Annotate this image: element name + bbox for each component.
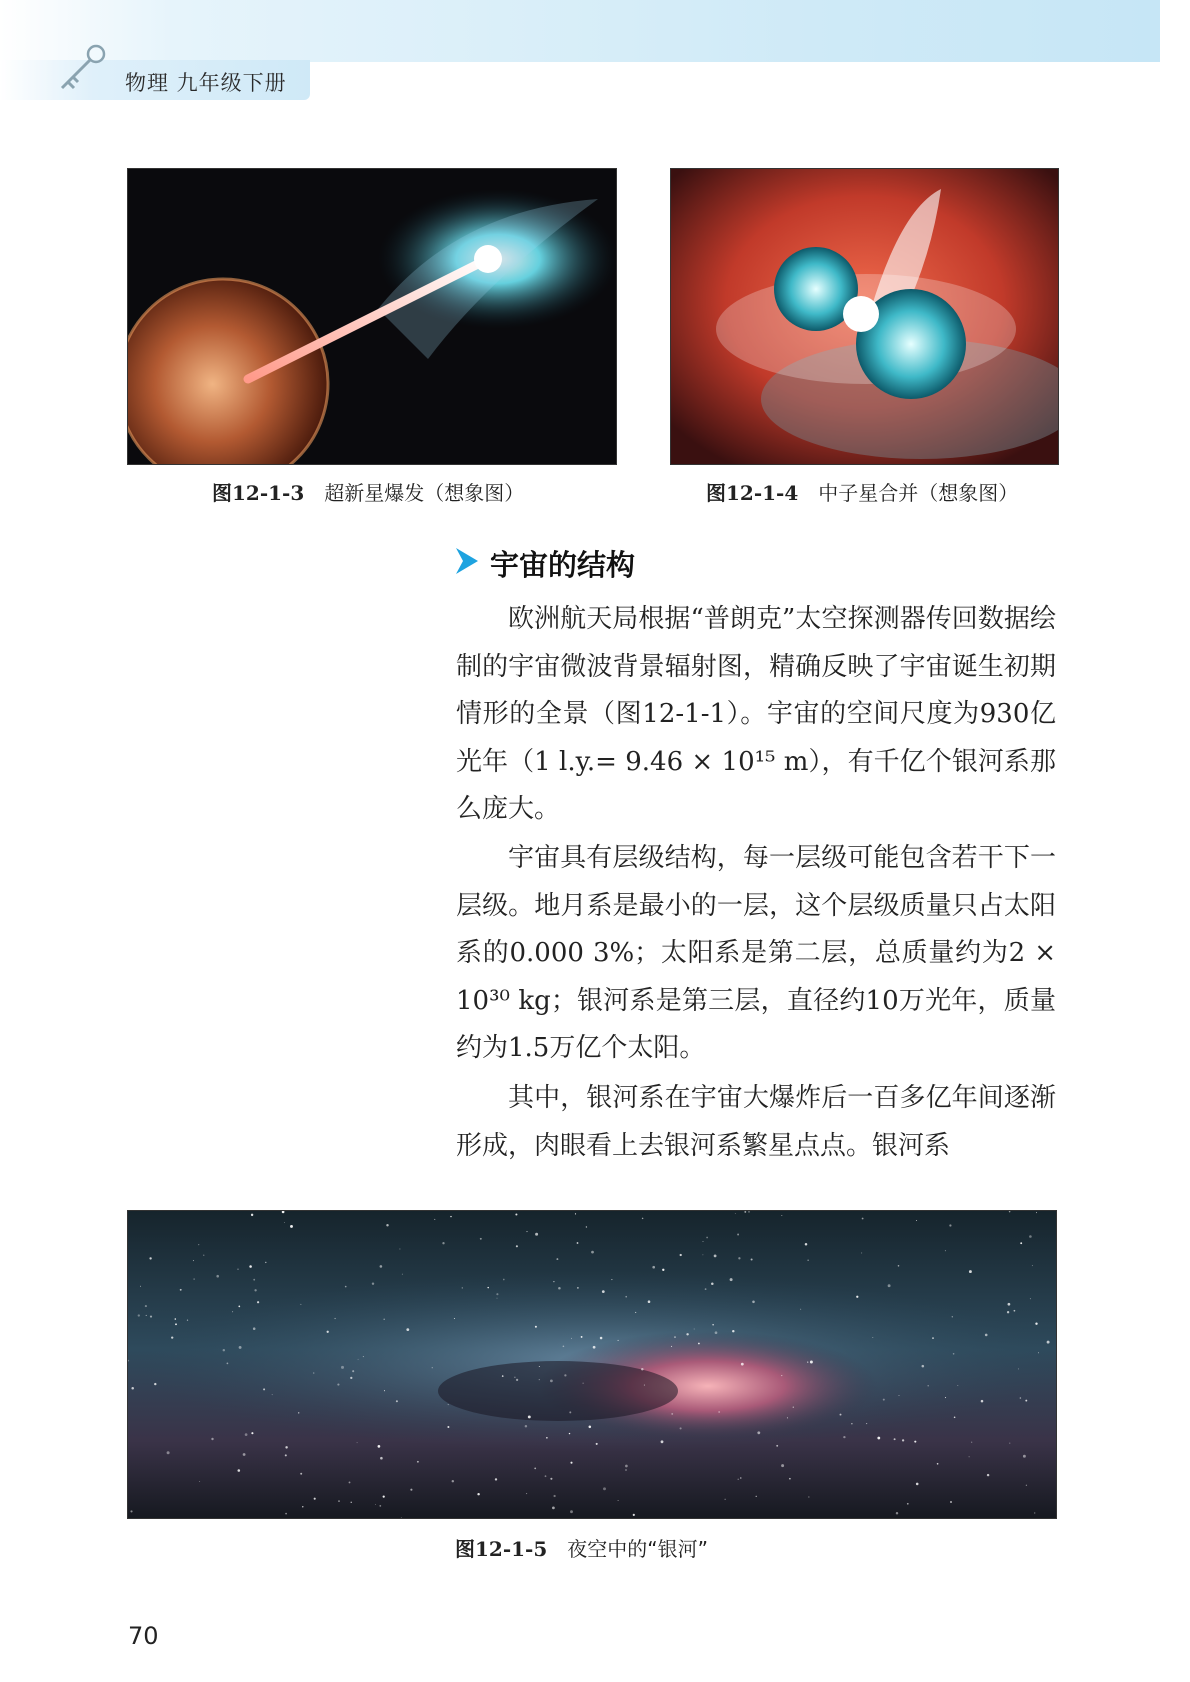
section-title: 宇宙的结构 bbox=[490, 548, 636, 582]
figure-caption-text: 超新星爆发（想象图） bbox=[324, 481, 525, 505]
neutron-star-merger-image bbox=[670, 168, 1059, 465]
figure-caption-text: 中子星合并（想象图） bbox=[818, 481, 1019, 505]
milky-way-image bbox=[127, 1210, 1057, 1519]
key-icon bbox=[52, 40, 112, 100]
supernova-image bbox=[127, 168, 617, 465]
book-title: 物理 九年级下册 bbox=[125, 71, 287, 95]
figure-number: 图12-1-5 bbox=[455, 1537, 548, 1561]
figure-number: 图12-1-3 bbox=[212, 481, 305, 505]
figure-caption-12-1-3 bbox=[212, 477, 524, 506]
header-band bbox=[0, 0, 1160, 62]
figure-caption-text: 夜空中的“银河” bbox=[567, 1537, 708, 1561]
triangle-arrow-icon bbox=[456, 548, 478, 574]
paragraph-hierarchy: 宇宙具有层级结构，每一层级可能包含若干下一层级。地月系是最小的一层，这个层级质量只占太阳系的0.000 3%；太阳系是第二层，总质量约为2 × 10³⁰ kg；银河系是第三层，直径约10万光年，质量约为1.5万亿个太阳。 bbox=[456, 843, 1056, 1063]
paragraph-galaxy: 其中，银河系在宇宙大爆炸后一百多亿年间逐渐形成，肉眼看上去银河系繁星点点。银河系 bbox=[456, 1083, 1056, 1161]
figure-caption-12-1-5 bbox=[455, 1533, 708, 1562]
figure-caption-12-1-4 bbox=[706, 477, 1018, 506]
paragraph-universe-scale: 欧洲航天局根据“普朗克”太空探测器传回数据绘制的宇宙微波背景辐射图，精确反映了宇宙诞生初期情形的全景（图12-1-1）。宇宙的空间尺度为930亿光年（1 l.y.= 9.46 × 10¹⁵ m），有千亿个银河系那么庞大。 bbox=[456, 604, 1056, 824]
page-number: 70 bbox=[128, 1622, 159, 1650]
figure-number: 图12-1-4 bbox=[706, 481, 799, 505]
